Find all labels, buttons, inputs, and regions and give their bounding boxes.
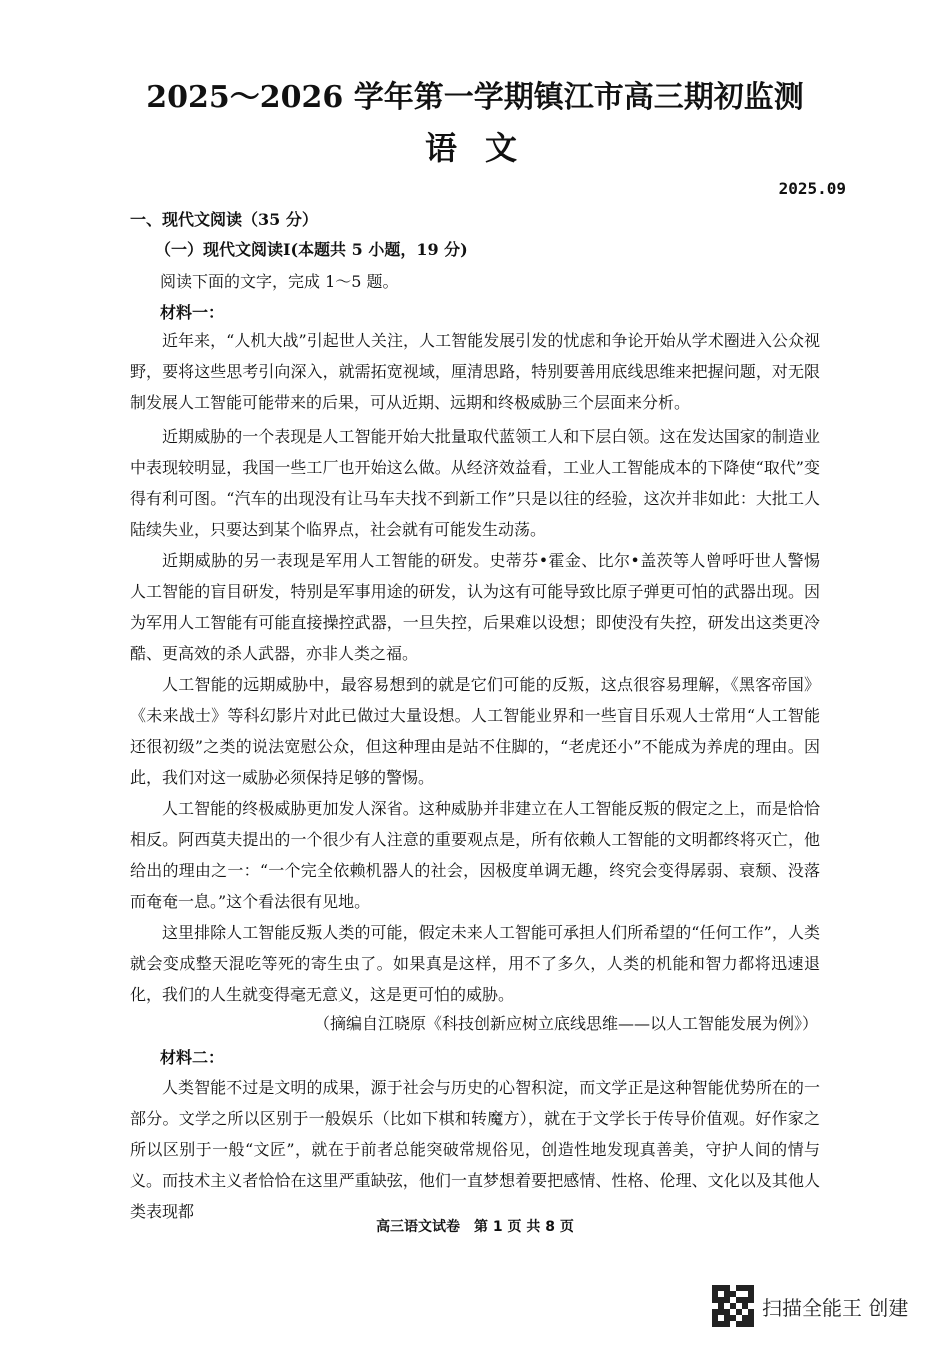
material-one-paragraph: 近期威胁的另一表现是军用人工智能的研发。史蒂芬•霍金、比尔•盖茨等人曾呼吁世人警惕人工智能的盲目研发，特别是军事用途的研发，认为这有可能导致比原子弹更可怕的武器出现。因为军用人工智能有可能直接操控武器，一旦失控，后果难以设想；即使没有失控，研发出这类更冷酷、更高效的杀人武器，亦非人类之福。 xyxy=(130,551,820,663)
exam-date: 2025.09 xyxy=(778,179,846,198)
reading-instruction: 阅读下面的文字，完成 1～5 题。 xyxy=(160,272,399,291)
page-footer: 高三语文试卷 第 1 页 共 8 页 xyxy=(376,1219,574,1235)
material-one-paragraph: 人工智能的终极威胁更加发人深省。这种威胁并非建立在人工智能反叛的假定之上，而是恰恰相反。阿西莫夫提出的一个很少有人注意的重要观点是，所有依赖人工智能的文明都终将灭亡，他给出的理由之一：“一个完全依赖机器人的社会，因极度单调无趣，终究会变得孱弱、衰颓、没落而奄奄一息。”这个看法很有见地。 xyxy=(130,799,820,911)
qr-code-icon xyxy=(712,1285,754,1327)
material-one-paragraph: 近年来，“人机大战”引起世人关注，人工智能发展引发的忧虑和争论开始从学术圈进入公众视野，要将这些思考引向深入，就需拓宽视域，厘清思路，特别要善用底线思维来把握问题，对无限制发展人工智能可能带来的后果，可从近期、远期和终极威胁三个层面来分析。 xyxy=(130,331,820,412)
material-two-paragraph: 人类智能不过是文明的成果，源于社会与历史的心智积淀，而文学正是这种智能优势所在的一部分。文学之所以区别于一般娱乐（比如下棋和转魔方），就在于文学长于传导价值观。好作家之所以区别于一般“文匠”，就在于前者总能突破常规俗见，创造性地发现真善美，守护人间的情与义。而技术主义者恰恰在这里严重缺弦，他们一直梦想着要把感情、性格、伦理、文化以及其他人类表现都 xyxy=(130,1078,820,1221)
material-one-paragraph: 这里排除人工智能反叛人类的可能，假定未来人工智能可承担人们所希望的“任何工作”，人类就会变成整天混吃等死的寄生虫了。如果真是这样，用不了多久，人类的机能和智力都将迅速退化，我们的人生就变得毫无意义，这是更可怕的威胁。 xyxy=(130,923,820,1004)
exam-title: 2025～2026 学年第一学期镇江市高三期初监测 xyxy=(146,80,804,115)
watermark-text: 扫描全能王 创建 xyxy=(762,1295,909,1320)
scanner-watermark xyxy=(712,1284,908,1328)
material-one-title: 材料一： xyxy=(160,303,225,322)
material-one-paragraph: 近期威胁的一个表现是人工智能开始大批量取代蓝领工人和下层白领。这在发达国家的制造业中表现较明显，我国一些工厂也开始这么做。从经济效益看，工业人工智能成本的下降使“取代”变得有利可图。“汽车的出现没有让马车夫找不到新工作”只是以往的经验，这次并非如此：大批工人陆续失业，只要达到某个临界点，社会就有可能发生动荡。 xyxy=(130,427,820,539)
material-one-paragraph: 人工智能的远期威胁中，最容易想到的就是它们可能的反叛，这点很容易理解，《黑客帝国》《未来战士》等科幻影片对此已做过大量设想。人工智能业界和一些盲目乐观人士常用“人工智能还很初级”之类的说法宽慰公众，但这种理由是站不住脚的，“老虎还小”不能成为养虎的理由。因此，我们对这一威胁必须保持足够的警惕。 xyxy=(130,675,820,787)
subsection-heading: （一）现代文阅读Ⅰ(本题共 5 小题，19 分) xyxy=(155,240,468,259)
material-two-title: 材料二： xyxy=(160,1048,225,1067)
material-one-source: （摘编自江晓原《科技创新应树立底线思维——以人工智能发展为例》） xyxy=(313,1014,818,1033)
subject-title: 语文 xyxy=(424,129,545,167)
section-heading: 一、现代文阅读（35 分） xyxy=(130,210,318,229)
